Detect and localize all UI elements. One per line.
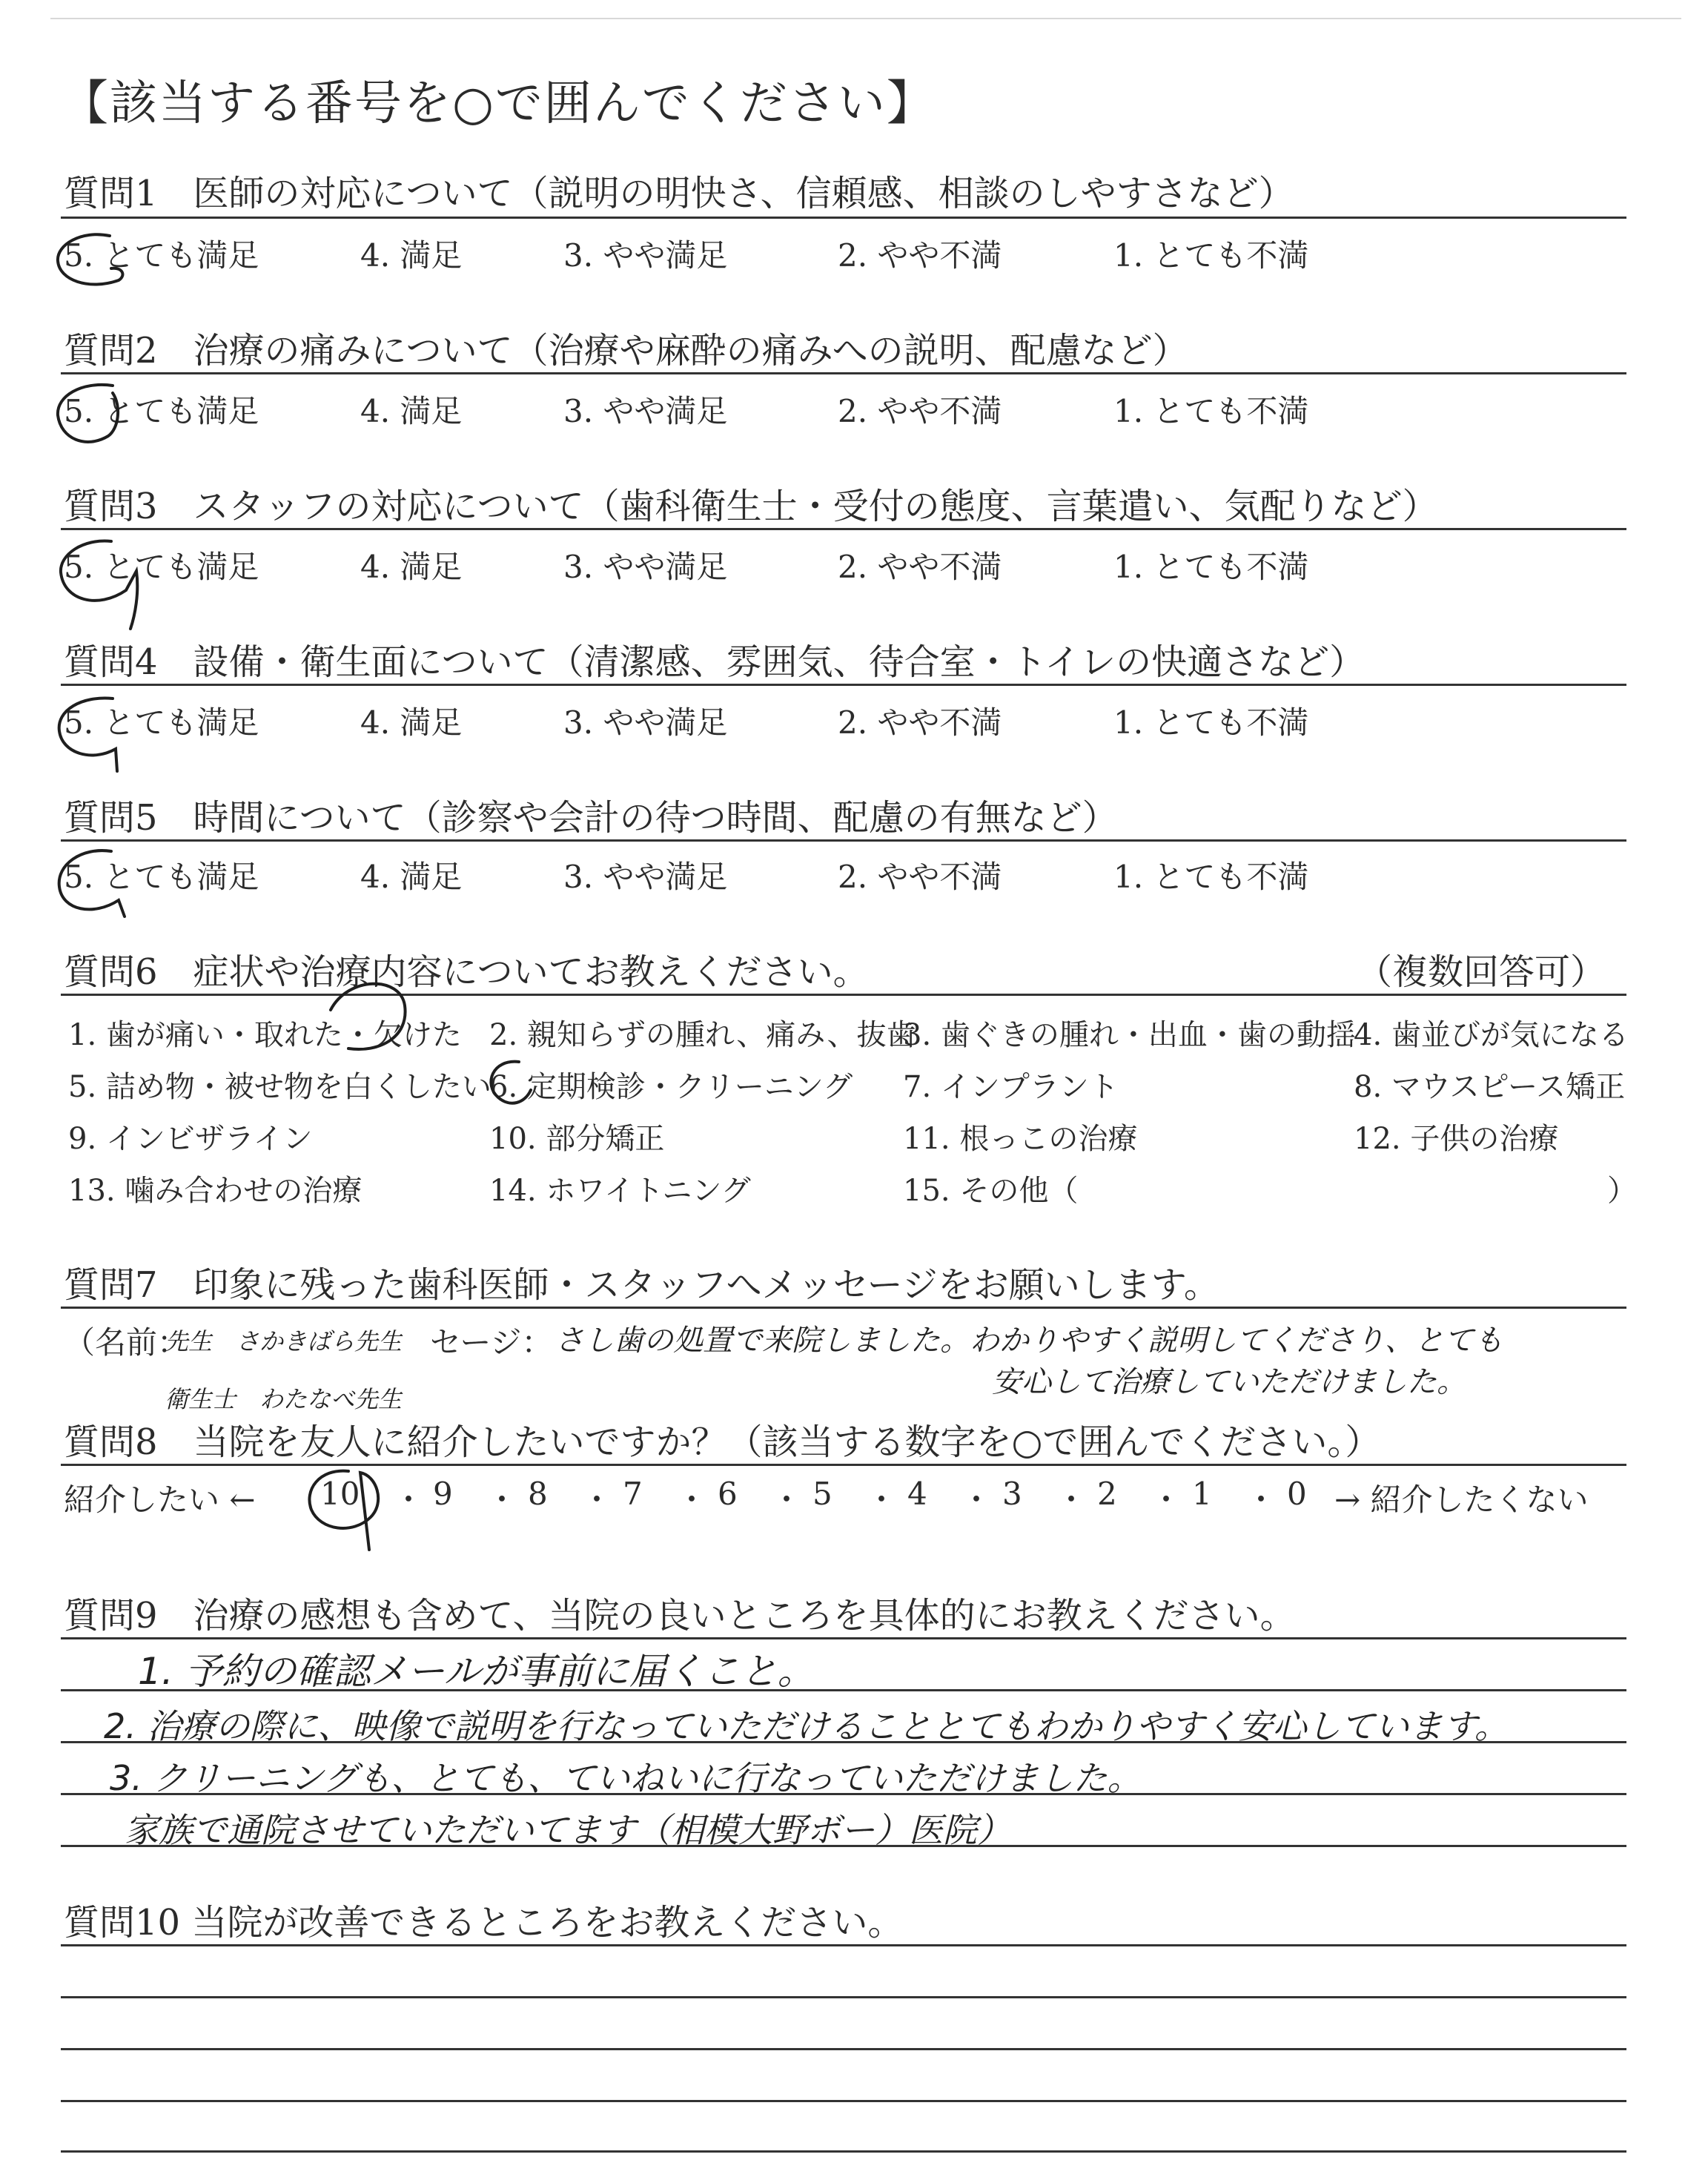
option-4[interactable]: 4. 満足	[360, 704, 463, 741]
q8-value-0[interactable]: 0	[1287, 1476, 1307, 1512]
q8-value-6[interactable]: 6	[718, 1476, 738, 1512]
q6-option-7[interactable]: 7. インプラント	[903, 1070, 1119, 1104]
q8-value-4[interactable]: 4	[907, 1476, 927, 1512]
q9-hand-line-3: 3. クリーニングも、とても、ていねいに行なっていただけました。	[110, 1758, 1142, 1798]
option-3[interactable]: 3. やや満足	[563, 859, 728, 895]
q6-option-5[interactable]: 5. 詰め物・被せ物を白くしたい	[68, 1070, 491, 1104]
q6-option-9[interactable]: 9. インビザライン	[68, 1122, 313, 1156]
question-2-title: 質問2 治療の痛みについて（治療や麻酔の痛みへの説明、配慮など）	[64, 330, 1188, 371]
q6-option-13[interactable]: 13. 噛み合わせの治療	[68, 1174, 363, 1208]
q6-circle-mark-6	[491, 1062, 531, 1103]
q8-value-7[interactable]: 7	[623, 1476, 643, 1512]
dot: ・	[1151, 1482, 1182, 1518]
q7-hand-names-2: 衛生士 わたなべ先生	[165, 1385, 403, 1413]
option-4[interactable]: 4. 満足	[360, 237, 463, 274]
q8-value-10[interactable]: 10	[320, 1476, 360, 1512]
q8-value-3[interactable]: 3	[1002, 1476, 1022, 1512]
q9-hand-line-1: 1. 予約の確認メールが事前に届くこと。	[138, 1650, 815, 1693]
question-6-title: 質問6 症状や治療内容についてお教えください。	[64, 951, 869, 993]
dot: ・	[961, 1482, 993, 1518]
q6-option-1[interactable]: 1. 歯が痛い・取れた・欠けた	[68, 1018, 462, 1052]
question-6-note: （複数回答可）	[1357, 951, 1606, 993]
q6-option-15-close: ）	[1607, 1174, 1637, 1208]
q6-option-11[interactable]: 11. 根っこの治療	[903, 1122, 1138, 1156]
q1-circle-mark	[58, 234, 123, 284]
option-2[interactable]: 2. やや不満	[838, 549, 1002, 585]
q6-option-12[interactable]: 12. 子供の治療	[1354, 1122, 1559, 1156]
dot: ・	[486, 1482, 518, 1518]
q3-circle-mark	[61, 541, 137, 629]
q6-circle-mark-kaketa	[331, 984, 406, 1049]
q7-message-label: セージ：	[430, 1324, 553, 1361]
dot: ・	[866, 1482, 898, 1518]
option-5[interactable]: 5. とても満足	[64, 393, 259, 429]
option-2[interactable]: 2. やや不満	[838, 704, 1002, 741]
option-3[interactable]: 3. やや満足	[563, 237, 728, 274]
dot: ・	[581, 1482, 613, 1518]
q8-value-8[interactable]: 8	[528, 1476, 548, 1512]
question-9-title: 質問9 治療の感想も含めて、当院の良いところを具体的にお教えください。	[64, 1595, 1296, 1636]
q6-option-2[interactable]: 2. 親知らずの腫れ、痛み、抜歯	[489, 1018, 916, 1052]
option-1[interactable]: 1. とても不満	[1113, 237, 1309, 274]
option-4[interactable]: 4. 満足	[360, 859, 463, 895]
q6-option-6[interactable]: 6. 定期検診・クリーニング	[489, 1070, 853, 1104]
q9-hand-line-2: 2. 治療の際に、映像で説明を行なっていただけることとてもわかりやすく安心しています。	[104, 1706, 1509, 1746]
dot: ・	[1245, 1482, 1277, 1518]
q8-right-label: → 紹介したくない	[1334, 1482, 1589, 1518]
dot: ・	[1056, 1482, 1088, 1518]
option-5[interactable]: 5. とても満足	[64, 237, 259, 274]
option-5[interactable]: 5. とても満足	[64, 549, 259, 585]
option-2[interactable]: 2. やや不満	[838, 237, 1002, 274]
option-1[interactable]: 1. とても不満	[1113, 393, 1309, 429]
q8-value-5[interactable]: 5	[812, 1476, 833, 1512]
question-3-title: 質問3 スタッフの対応について（歯科衛生士・受付の態度、言葉遣い、気配りなど）	[64, 486, 1438, 527]
option-3[interactable]: 3. やや満足	[563, 393, 728, 429]
option-3[interactable]: 3. やや満足	[563, 704, 728, 741]
q7-hand-names: 先生 さかきばら先生	[165, 1327, 403, 1355]
dot: ・	[676, 1482, 708, 1518]
q9-hand-line-4: 家族で通院させていただいてます（相模大野ボー）医院）	[125, 1810, 1011, 1850]
option-4[interactable]: 4. 満足	[360, 549, 463, 585]
question-4-title: 質問4 設備・衛生面について（清潔感、雰囲気、待合室・トイレの快適さなど）	[64, 641, 1366, 683]
q6-option-8[interactable]: 8. マウスピース矯正	[1354, 1070, 1626, 1104]
q6-option-10[interactable]: 10. 部分矯正	[489, 1122, 665, 1156]
q8-value-1[interactable]: 1	[1192, 1476, 1212, 1512]
option-2[interactable]: 2. やや不満	[838, 859, 1002, 895]
question-10-title: 質問10 当院が改善できるところをお教えください。	[64, 1902, 904, 1943]
q8-value-2[interactable]: 2	[1097, 1476, 1117, 1512]
dot: ・	[771, 1482, 803, 1518]
q6-option-4[interactable]: 4. 歯並びが気になる	[1354, 1018, 1629, 1052]
q7-name-label: （名前：	[64, 1324, 189, 1361]
option-5[interactable]: 5. とても満足	[64, 704, 259, 741]
dot: ・	[393, 1482, 425, 1518]
option-4[interactable]: 4. 満足	[360, 393, 463, 429]
q6-option-14[interactable]: 14. ホワイトニング	[489, 1174, 751, 1208]
q8-left-label: 紹介したい ←	[64, 1482, 256, 1518]
q8-circle-mark-10	[309, 1471, 378, 1550]
option-1[interactable]: 1. とても不満	[1113, 859, 1309, 895]
page-header: 【該当する番号を○で囲んでください】	[61, 76, 936, 131]
question-5-title: 質問5 時間について（診察や会計の待つ時間、配慮の有無など）	[64, 797, 1118, 839]
question-1-title: 質問1 医師の対応について（説明の明快さ、信頼感、相談のしやすさなど）	[64, 173, 1294, 214]
q4-circle-mark	[59, 698, 117, 771]
question-8-title: 質問8 当院を友人に紹介したいですか？（該当する数字を○で囲んでください。）	[64, 1421, 1381, 1463]
q8-value-9[interactable]: 9	[433, 1476, 453, 1512]
q7-hand-message-1: さし歯の処置で来院しました。わかりやすく説明してくださり、とても	[555, 1324, 1503, 1358]
question-7-title: 質問7 印象に残った歯科医師・スタッフへメッセージをお願いします。	[64, 1264, 1219, 1306]
q5-circle-mark	[59, 851, 125, 916]
option-5[interactable]: 5. とても満足	[64, 859, 259, 895]
q6-option-15[interactable]: 15. その他（	[903, 1174, 1079, 1208]
option-3[interactable]: 3. やや満足	[563, 549, 728, 585]
option-1[interactable]: 1. とても不満	[1113, 549, 1309, 585]
q6-option-3[interactable]: 3. 歯ぐきの腫れ・出血・歯の動揺	[903, 1018, 1356, 1052]
option-2[interactable]: 2. やや不満	[838, 393, 1002, 429]
q2-circle-mark	[58, 385, 118, 442]
option-1[interactable]: 1. とても不満	[1113, 704, 1309, 741]
q7-hand-message-2: 安心して治療していただけました。	[992, 1365, 1466, 1399]
